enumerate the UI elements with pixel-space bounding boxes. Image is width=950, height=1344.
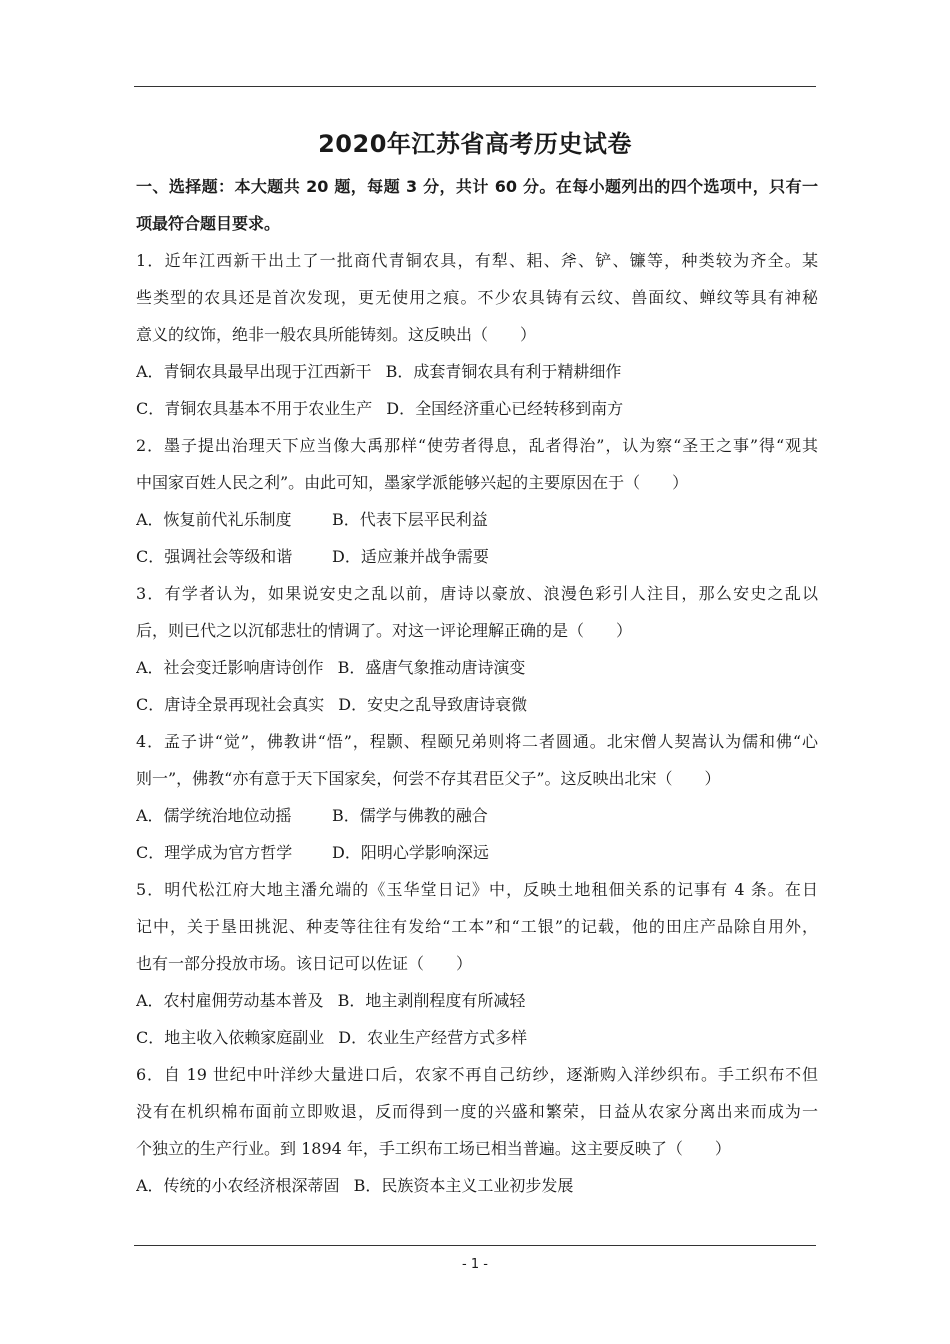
question-1-text: 1．近年江西新干出土了一批商代青铜农具，有犁、耜、斧、铲、镰等，种类较为齐全。某 <box>136 251 818 270</box>
section-instructions: 一、选择题：本大题共 20 题，每题 3 分，共计 60 分。在每小题列出的四个选项中，只有一 <box>136 177 818 196</box>
exam-content <box>136 168 818 1204</box>
question-5-option-b: B．地主剥削程度有所减轻 <box>337 991 526 1010</box>
question-5-option-d: D．农业生产经营方式多样 <box>338 1028 528 1047</box>
question-4-options-ab <box>136 797 818 834</box>
question-6-text: 没有在机织棉布面前立即败退，反而得到一度的兴盛和繁荣，日益从农家分离出来而成为一 <box>136 1102 818 1121</box>
question-1-text: 些类型的农具还是首次发现，更无使用之痕。不少农具铸有云纹、兽面纹、蝉纹等具有神秘 <box>136 288 818 307</box>
question-2-option-d: D．适应兼并战争需要 <box>332 547 489 566</box>
question-1-options-ab <box>136 353 818 390</box>
question-3-option-a: A．社会变迁影响唐诗创作 <box>136 658 324 677</box>
question-4-option-d: D．阳明心学影响深远 <box>332 843 489 862</box>
question-5-text: 5．明代松江府大地主潘允端的《玉华堂日记》中，反映土地租佃关系的记事有 4 条。在日 <box>136 880 818 899</box>
question-1-options-cd <box>136 390 818 427</box>
question-6-text: 6．自 19 世纪中叶洋纱大量进口后，农家不再自己纺纱，逐渐购入洋纱织布。手工织布不但 <box>136 1065 818 1084</box>
question-1-option-c: C．青铜农具基本不用于农业生产 <box>136 399 373 418</box>
question-2-option-b: B．代表下层平民利益 <box>332 510 488 529</box>
question-2-option-a: A．恢复前代礼乐制度 <box>136 510 292 529</box>
question-4-option-c: C．理学成为官方哲学 <box>136 843 293 862</box>
question-3-options-cd <box>136 686 818 723</box>
question-2-option-c: C．强调社会等级和谐 <box>136 547 293 566</box>
footer-rule <box>134 1245 816 1246</box>
question-4-options-cd <box>136 834 818 871</box>
question-3-options-ab <box>136 649 818 686</box>
question-2-text: 2．墨子提出治理天下应当像大禹那样“使劳者得息，乱者得治”，认为察“圣王之事”得“观其 <box>136 436 818 455</box>
question-5-option-a: A．农村雇佣劳动基本普及 <box>136 991 324 1010</box>
question-6-option-a: A．传统的小农经济根深蒂固 <box>136 1176 340 1195</box>
question-4-option-b: B．儒学与佛教的融合 <box>332 806 488 825</box>
question-1-text: 意义的纹饰，绝非一般农具所能铸刻。这反映出（ ） <box>136 325 537 344</box>
page-number: - 1 - <box>462 1257 488 1272</box>
question-6-option-b: B．民族资本主义工业初步发展 <box>353 1176 574 1195</box>
question-5-options-ab <box>136 982 818 1019</box>
question-4-text: 则一”，佛教“亦有意于天下国家矣，何尝不存其君臣父子”。这反映出北宋（ ） <box>136 769 721 788</box>
question-5-options-cd <box>136 1019 818 1056</box>
question-1-option-b: B．成套青铜农具有利于精耕细作 <box>385 362 622 381</box>
question-3-option-b: B．盛唐气象推动唐诗演变 <box>337 658 526 677</box>
question-3-text: 后，则已代之以沉郁悲壮的情调了。对这一评论理解正确的是（ ） <box>136 621 633 640</box>
question-6-text: 个独立的生产行业。到 1894 年，手工织布工场已相当普遍。这主要反映了（ ） <box>136 1139 731 1158</box>
question-2-options-cd <box>136 538 818 575</box>
section-instructions-cont: 项最符合题目要求。 <box>136 214 281 233</box>
question-1-option-a: A．青铜农具最早出现于江西新干 <box>136 362 372 381</box>
question-5-text: 记中，关于垦田挑泥、种麦等往往有发给“工本”和“工银”的记载，他的田庄产品除自用外， <box>136 917 818 936</box>
question-5-option-c: C．地主收入依赖家庭副业 <box>136 1028 325 1047</box>
question-3-text: 3．有学者认为，如果说安史之乱以前，唐诗以豪放、浪漫色彩引人注目，那么安史之乱以 <box>136 584 818 603</box>
question-5-text: 也有一部分投放市场。该日记可以佐证（ ） <box>136 954 473 973</box>
question-4-text: 4．孟子讲“觉”，佛教讲“悟”，程颢、程颐兄弟则将二者圆通。北宋僧人契嵩认为儒和佛“心 <box>136 732 818 751</box>
question-6-options-ab <box>136 1167 818 1204</box>
question-1-option-d: D．全国经济重心已经转移到南方 <box>386 399 624 418</box>
question-3-option-c: C．唐诗全景再现社会真实 <box>136 695 325 714</box>
question-3-option-d: D．安史之乱导致唐诗衰微 <box>338 695 528 714</box>
header-rule <box>134 86 816 87</box>
question-4-option-a: A．儒学统治地位动摇 <box>136 806 292 825</box>
question-2-options-ab <box>136 501 818 538</box>
page-title: 2020年江苏省高考历史试卷 <box>318 130 632 158</box>
question-2-text: 中国家百姓人民之利”。由此可知，墨家学派能够兴起的主要原因在于（ ） <box>136 473 689 492</box>
